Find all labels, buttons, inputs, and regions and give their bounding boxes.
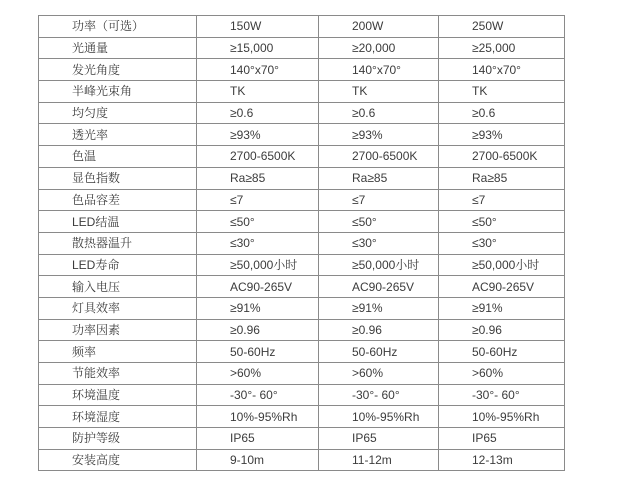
spec-value-cell: 9-10m — [197, 449, 319, 471]
spec-value-cell: ≥20,000 — [319, 37, 439, 59]
table-row — [39, 254, 565, 276]
table-row — [39, 449, 565, 471]
spec-value-cell: -30°- 60° — [439, 384, 565, 406]
spec-value-cell: AC90-265V — [439, 276, 565, 298]
table-row — [39, 167, 565, 189]
spec-label-cell: 安装高度 — [39, 449, 197, 471]
spec-value-cell: ≥93% — [197, 124, 319, 146]
spec-value-cell: ≥93% — [439, 124, 565, 146]
table-row — [39, 59, 565, 81]
table-row — [39, 37, 565, 59]
spec-label-cell: 发光角度 — [39, 59, 197, 81]
spec-label-cell: 透光率 — [39, 124, 197, 146]
spec-value-cell: Ra≥85 — [319, 167, 439, 189]
table-row — [39, 232, 565, 254]
spec-table — [38, 15, 565, 471]
spec-value-cell: 2700-6500K — [319, 146, 439, 168]
spec-value-cell: 50-60Hz — [439, 341, 565, 363]
spec-value-cell: 10%-95%Rh — [197, 406, 319, 428]
spec-value-cell: -30°- 60° — [319, 384, 439, 406]
table-row — [39, 363, 565, 385]
table-row — [39, 428, 565, 450]
table-row — [39, 297, 565, 319]
spec-value-cell: ≥25,000 — [439, 37, 565, 59]
table-row — [39, 102, 565, 124]
spec-label-cell: 半峰光束角 — [39, 81, 197, 103]
spec-value-cell: -30°- 60° — [197, 384, 319, 406]
spec-label-cell: 防护等级 — [39, 428, 197, 450]
spec-value-cell: 2700-6500K — [197, 146, 319, 168]
spec-value-cell: 200W — [319, 16, 439, 38]
spec-label-cell: 光通量 — [39, 37, 197, 59]
table-row — [39, 146, 565, 168]
spec-value-cell: IP65 — [439, 428, 565, 450]
table-row — [39, 124, 565, 146]
spec-value-cell: TK — [319, 81, 439, 103]
table-row — [39, 81, 565, 103]
spec-value-cell: 2700-6500K — [439, 146, 565, 168]
spec-value-cell: ≤30° — [439, 232, 565, 254]
spec-value-cell: ≥91% — [319, 297, 439, 319]
spec-value-cell: Ra≥85 — [197, 167, 319, 189]
spec-value-cell: ≤30° — [319, 232, 439, 254]
spec-value-cell: TK — [197, 81, 319, 103]
spec-value-cell: Ra≥85 — [439, 167, 565, 189]
spec-value-cell: 11-12m — [319, 449, 439, 471]
spec-value-cell: 12-13m — [439, 449, 565, 471]
spec-label-cell: LED结温 — [39, 211, 197, 233]
spec-value-cell: ≤50° — [197, 211, 319, 233]
table-row — [39, 384, 565, 406]
spec-label-cell: 均匀度 — [39, 102, 197, 124]
spec-value-cell: ≤7 — [319, 189, 439, 211]
spec-value-cell: 10%-95%Rh — [439, 406, 565, 428]
spec-label-cell: 输入电压 — [39, 276, 197, 298]
table-row — [39, 211, 565, 233]
spec-value-cell: AC90-265V — [319, 276, 439, 298]
spec-value-cell: ≥91% — [197, 297, 319, 319]
spec-label-cell: 功率（可选） — [39, 16, 197, 38]
spec-value-cell: ≥0.6 — [439, 102, 565, 124]
spec-label-cell: 环境温度 — [39, 384, 197, 406]
spec-value-cell: ≥50,000小时 — [197, 254, 319, 276]
spec-label-cell: 频率 — [39, 341, 197, 363]
spec-label-cell: 环境湿度 — [39, 406, 197, 428]
spec-value-cell: 10%-95%Rh — [319, 406, 439, 428]
spec-value-cell: ≥50,000小时 — [439, 254, 565, 276]
spec-label-cell: 功率因素 — [39, 319, 197, 341]
spec-value-cell: TK — [439, 81, 565, 103]
spec-value-cell: >60% — [197, 363, 319, 385]
spec-value-cell: 150W — [197, 16, 319, 38]
spec-value-cell: ≥91% — [439, 297, 565, 319]
table-row — [39, 16, 565, 38]
spec-value-cell: 140°x70° — [197, 59, 319, 81]
table-row — [39, 406, 565, 428]
spec-value-cell: ≤50° — [439, 211, 565, 233]
spec-label-cell: 色品容差 — [39, 189, 197, 211]
spec-value-cell: >60% — [439, 363, 565, 385]
spec-label-cell: LED寿命 — [39, 254, 197, 276]
spec-value-cell: ≥15,000 — [197, 37, 319, 59]
spec-label-cell: 灯具效率 — [39, 297, 197, 319]
spec-value-cell: 250W — [439, 16, 565, 38]
spec-label-cell: 节能效率 — [39, 363, 197, 385]
spec-value-cell: ≥0.96 — [319, 319, 439, 341]
spec-value-cell: IP65 — [319, 428, 439, 450]
spec-value-cell: 140°x70° — [439, 59, 565, 81]
spec-value-cell: AC90-265V — [197, 276, 319, 298]
spec-label-cell: 显色指数 — [39, 167, 197, 189]
spec-value-cell: ≥0.6 — [319, 102, 439, 124]
spec-value-cell: ≥0.6 — [197, 102, 319, 124]
spec-value-cell: 140°x70° — [319, 59, 439, 81]
spec-value-cell: ≤50° — [319, 211, 439, 233]
spec-value-cell: 50-60Hz — [197, 341, 319, 363]
spec-table-body — [39, 16, 565, 471]
spec-value-cell: ≥93% — [319, 124, 439, 146]
spec-value-cell: IP65 — [197, 428, 319, 450]
spec-value-cell: >60% — [319, 363, 439, 385]
spec-label-cell: 色温 — [39, 146, 197, 168]
spec-value-cell: 50-60Hz — [319, 341, 439, 363]
table-row — [39, 341, 565, 363]
spec-value-cell: ≤30° — [197, 232, 319, 254]
spec-label-cell: 散热器温升 — [39, 232, 197, 254]
table-row — [39, 319, 565, 341]
spec-value-cell: ≤7 — [439, 189, 565, 211]
spec-value-cell: ≥0.96 — [197, 319, 319, 341]
table-row — [39, 276, 565, 298]
table-row — [39, 189, 565, 211]
spec-value-cell: ≤7 — [197, 189, 319, 211]
spec-value-cell: ≥0.96 — [439, 319, 565, 341]
spec-value-cell: ≥50,000小时 — [319, 254, 439, 276]
